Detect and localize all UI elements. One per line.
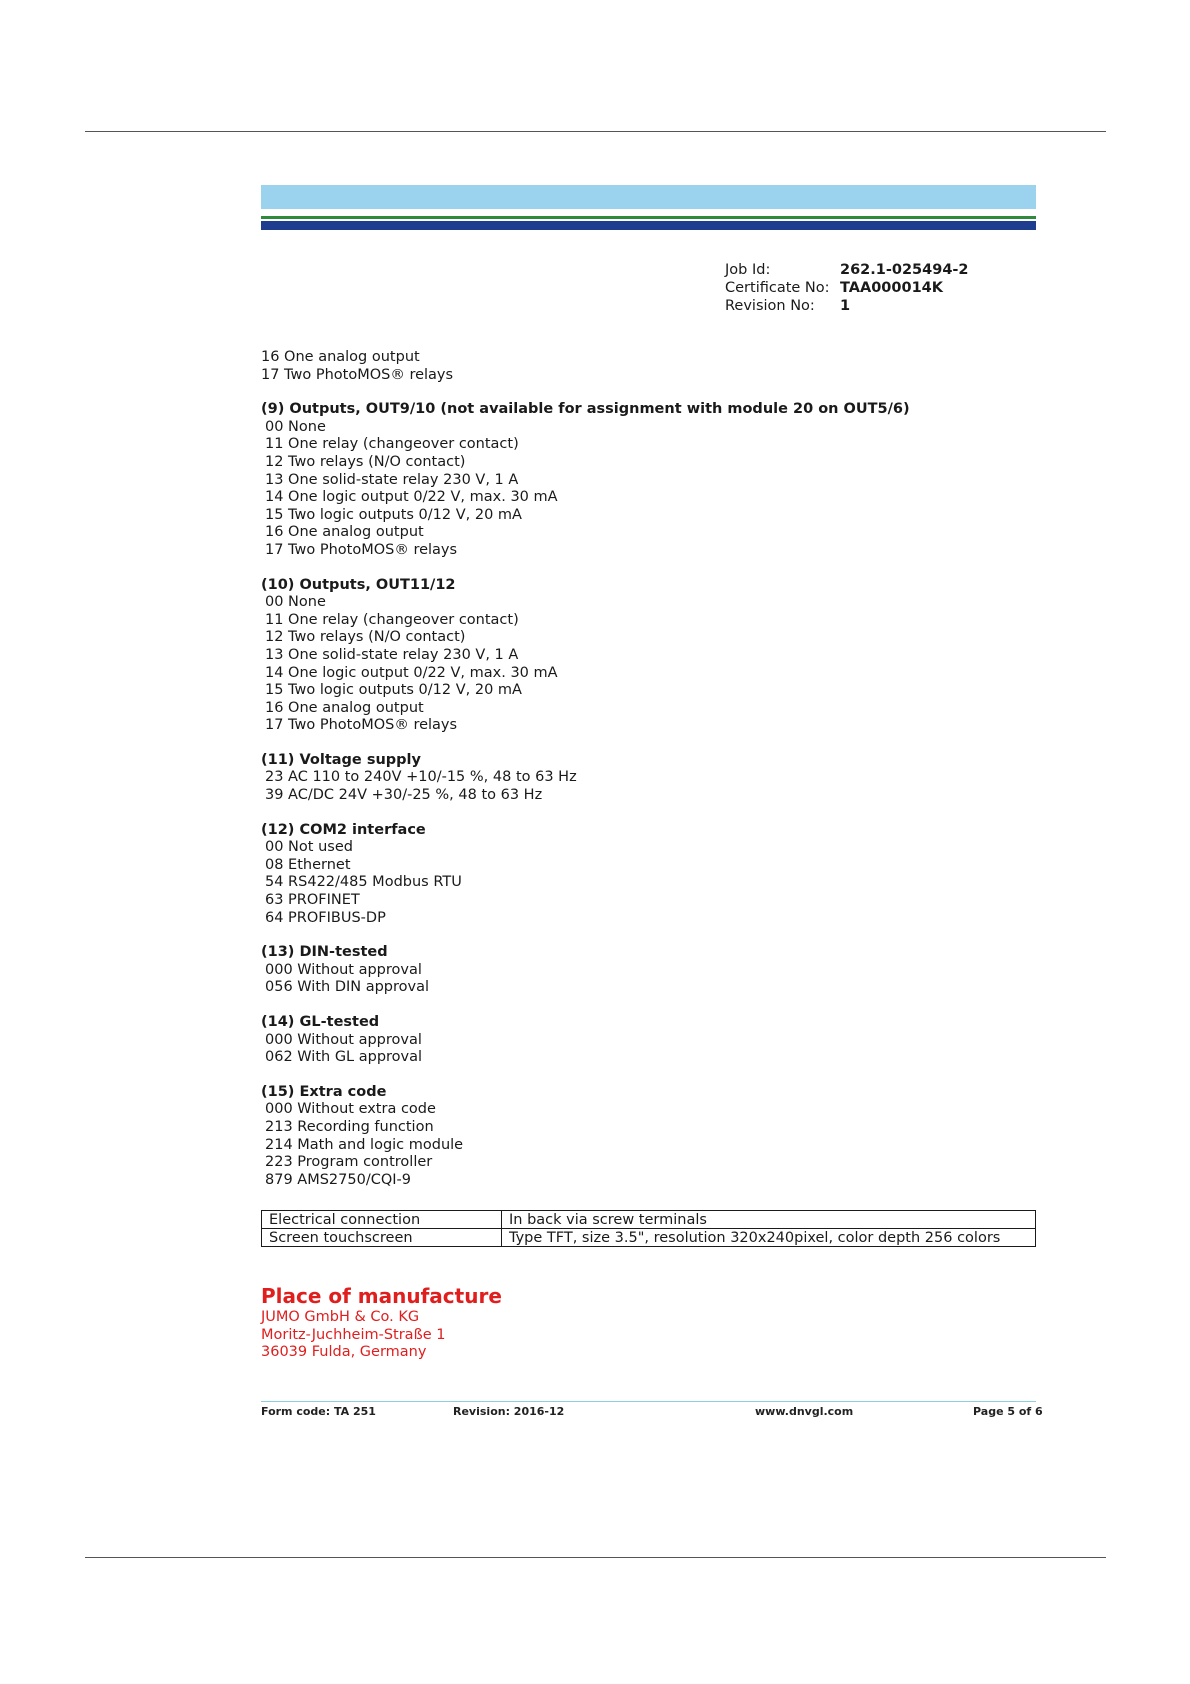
section-extra-code	[261, 1084, 1041, 1190]
place-line: Moritz-Juchheim-Straße 1	[261, 1326, 446, 1343]
page-bottom-rule	[85, 1557, 1106, 1558]
list-item: 13 One solid-state relay 230 V, 1 A	[265, 646, 519, 663]
list-item: 214 Math and logic module	[265, 1136, 464, 1153]
list-item: 15 Two logic outputs 0/12 V, 20 mA	[265, 682, 522, 699]
footer-website[interactable]: www.dnvgl.com	[755, 1405, 854, 1418]
list-item: 16 One analog output	[265, 699, 424, 716]
spec-content	[261, 349, 1041, 1189]
certificate-row	[725, 279, 969, 297]
place-title: Place of manufacture	[261, 1284, 502, 1308]
section-title: (9) Outputs, OUT9/10 (not available for assignment with module 20 on OUT5/6)	[261, 401, 910, 418]
section-gl-tested	[261, 1014, 1041, 1067]
place-of-manufacture	[261, 1283, 502, 1362]
list-item: 12 Two relays (N/O contact)	[265, 453, 466, 470]
list-item: 17 Two PhotoMOS® relays	[265, 717, 458, 734]
list-item: 879 AMS2750/CQI-9	[265, 1171, 411, 1188]
section-outputs-out9-10	[261, 401, 1041, 559]
table-row	[262, 1211, 1036, 1229]
list-item: 000 Without approval	[265, 1031, 422, 1048]
list-item: 54 RS422/485 Modbus RTU	[265, 874, 462, 891]
section-outputs-out11-12	[261, 577, 1041, 735]
table-cell-value: In back via screw terminals	[502, 1211, 1036, 1229]
list-item: 00 None	[265, 594, 326, 611]
specification-table	[261, 1210, 1036, 1247]
list-item: 17 Two PhotoMOS® relays	[265, 541, 458, 558]
job-id-value: 262.1-025494-2	[840, 262, 969, 278]
footer-form-code: Form code: TA 251	[261, 1405, 376, 1418]
list-item: 11 One relay (changeover contact)	[265, 611, 519, 628]
header-banner	[261, 185, 1036, 230]
list-item: 14 One logic output 0/22 V, max. 30 mA	[265, 664, 558, 681]
footer-divider	[261, 1401, 1036, 1402]
section-title: (15) Extra code	[261, 1083, 387, 1100]
certificate-label: Certificate No:	[725, 280, 830, 296]
list-item: 00 None	[265, 418, 326, 435]
revision-value: 1	[840, 298, 851, 314]
section-voltage-supply	[261, 752, 1041, 805]
list-item: 08 Ethernet	[265, 856, 351, 873]
list-item: 15 Two logic outputs 0/12 V, 20 mA	[265, 506, 522, 523]
list-item: 63 PROFINET	[265, 892, 360, 909]
list-item: 12 Two relays (N/O contact)	[265, 629, 466, 646]
job-id-row	[725, 261, 969, 279]
list-item: 16 One analog output	[265, 524, 424, 541]
list-item: 056 With DIN approval	[265, 979, 430, 996]
table-cell-key: Screen touchscreen	[262, 1229, 502, 1247]
section-title: (11) Voltage supply	[261, 751, 421, 768]
place-line: JUMO GmbH & Co. KG	[261, 1309, 420, 1325]
table-row	[262, 1229, 1036, 1247]
list-item: 17 Two PhotoMOS® relays	[261, 366, 454, 383]
table-cell-key: Electrical connection	[262, 1211, 502, 1229]
list-item: 062 With GL approval	[265, 1049, 423, 1066]
list-item: 223 Program controller	[265, 1154, 433, 1171]
section-com2-interface	[261, 822, 1041, 928]
revision-label: Revision No:	[725, 298, 815, 314]
list-item: 39 AC/DC 24V +30/-25 %, 48 to 63 Hz	[265, 787, 543, 804]
list-item: 00 Not used	[265, 839, 353, 856]
certificate-value: TAA000014K	[840, 280, 943, 296]
list-item: 13 One solid-state relay 230 V, 1 A	[265, 471, 519, 488]
section-title: (14) GL-tested	[261, 1014, 380, 1030]
certificate-meta	[725, 261, 969, 315]
table-cell-value: Type TFT, size 3.5", resolution 320x240pixel, color depth 256 colors	[502, 1229, 1036, 1247]
revision-row	[725, 297, 969, 315]
list-item: 000 Without extra code	[265, 1101, 436, 1118]
footer-revision: Revision: 2016-12	[453, 1405, 565, 1418]
list-item: 11 One relay (changeover contact)	[265, 436, 519, 453]
section-title: (12) COM2 interface	[261, 821, 426, 838]
list-item: 000 Without approval	[265, 961, 422, 978]
list-item: 14 One logic output 0/22 V, max. 30 mA	[265, 489, 558, 506]
list-item: 23 AC 110 to 240V +10/-15 %, 48 to 63 Hz	[265, 769, 577, 786]
list-item: 64 PROFIBUS-DP	[265, 909, 386, 926]
page-top-rule	[85, 131, 1106, 132]
section-title: (10) Outputs, OUT11/12	[261, 576, 456, 593]
place-line: 36039 Fulda, Germany	[261, 1344, 427, 1361]
list-item: 213 Recording function	[265, 1118, 434, 1135]
section-din-tested	[261, 944, 1041, 997]
list-item: 16 One analog output	[261, 349, 420, 365]
section-title: (13) DIN-tested	[261, 944, 388, 961]
footer-page-number: Page 5 of 6	[973, 1405, 1043, 1418]
job-id-label: Job Id:	[725, 262, 771, 278]
